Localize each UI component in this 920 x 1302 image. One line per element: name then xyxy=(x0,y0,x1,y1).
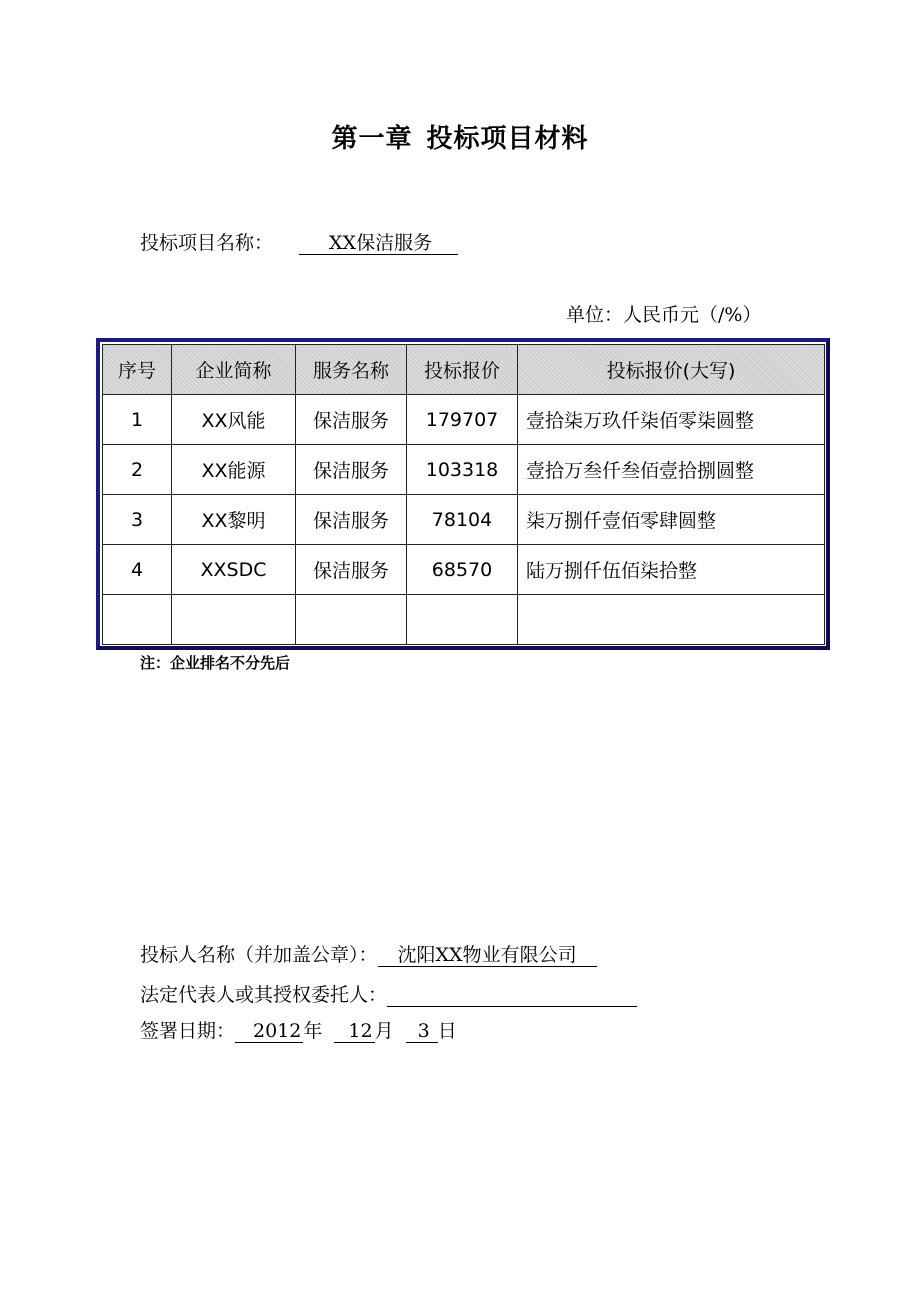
chapter-number: 第一章 xyxy=(331,124,413,154)
bidder-name-line xyxy=(140,940,597,967)
cell-price-written: 柒万捌仟壹佰零肆圆整 xyxy=(518,495,825,545)
cell-company: XX风能 xyxy=(172,395,296,445)
quote-table-frame xyxy=(96,338,830,650)
sign-year: 2012 xyxy=(235,1020,303,1043)
cell-index: 1 xyxy=(103,395,172,445)
page-title xyxy=(0,118,920,155)
header-service: 服务名称 xyxy=(296,345,407,395)
table-row-empty xyxy=(103,595,825,645)
bidder-name-value: 沈阳XX物业有限公司 xyxy=(378,944,597,967)
cell-index xyxy=(103,595,172,645)
header-company: 企业简称 xyxy=(172,345,296,395)
cell-service: 保洁服务 xyxy=(296,445,407,495)
cell-price-written xyxy=(518,595,825,645)
cell-price-written: 陆万捌仟伍佰柒拾整 xyxy=(518,545,825,595)
legal-representative-blank xyxy=(387,984,637,1007)
day-unit: 日 xyxy=(437,1020,457,1042)
project-name-label: 投标项目名称： xyxy=(140,232,274,254)
sign-day: 3 xyxy=(406,1020,438,1043)
table-row xyxy=(103,545,825,595)
legal-representative-label: 法定代表人或其授权委托人： xyxy=(140,984,388,1006)
cell-index: 2 xyxy=(103,445,172,495)
project-name-line xyxy=(140,228,458,255)
sign-date-line xyxy=(140,1016,457,1043)
header-price: 投标报价 xyxy=(407,345,518,395)
table-row xyxy=(103,495,825,545)
bidder-name-label: 投标人名称（并加盖公章）： xyxy=(140,944,378,966)
month-unit: 月 xyxy=(374,1020,394,1042)
cell-price: 179707 xyxy=(407,395,518,445)
header-price-written: 投标报价(大写) xyxy=(518,345,825,395)
cell-index: 3 xyxy=(103,495,172,545)
table-note: 注：企业排名不分先后 xyxy=(140,654,291,672)
sign-date-label: 签署日期： xyxy=(140,1020,236,1042)
cell-price: 78104 xyxy=(407,495,518,545)
cell-service: 保洁服务 xyxy=(296,495,407,545)
header-index: 序号 xyxy=(103,345,172,395)
sign-month: 12 xyxy=(334,1020,374,1043)
cell-company: XX黎明 xyxy=(172,495,296,545)
cell-index: 4 xyxy=(103,545,172,595)
table-row xyxy=(103,395,825,445)
quote-table xyxy=(102,344,825,645)
cell-price: 68570 xyxy=(407,545,518,595)
currency-unit: 单位：人民币元（/%） xyxy=(566,304,762,326)
cell-service xyxy=(296,595,407,645)
legal-representative-line xyxy=(140,980,637,1007)
cell-company: XX能源 xyxy=(172,445,296,495)
cell-price-written: 壹拾柒万玖仟柒佰零柒圆整 xyxy=(518,395,825,445)
chapter-title: 投标项目材料 xyxy=(426,124,589,154)
year-unit: 年 xyxy=(303,1020,323,1042)
project-name-value: XX保洁服务 xyxy=(299,232,458,255)
cell-company: XXSDC xyxy=(172,545,296,595)
table-header-row xyxy=(103,345,825,395)
cell-company xyxy=(172,595,296,645)
cell-service: 保洁服务 xyxy=(296,545,407,595)
cell-price xyxy=(407,595,518,645)
cell-price-written: 壹拾万叁仟叁佰壹拾捌圆整 xyxy=(518,445,825,495)
cell-service: 保洁服务 xyxy=(296,395,407,445)
cell-price: 103318 xyxy=(407,445,518,495)
table-row xyxy=(103,445,825,495)
